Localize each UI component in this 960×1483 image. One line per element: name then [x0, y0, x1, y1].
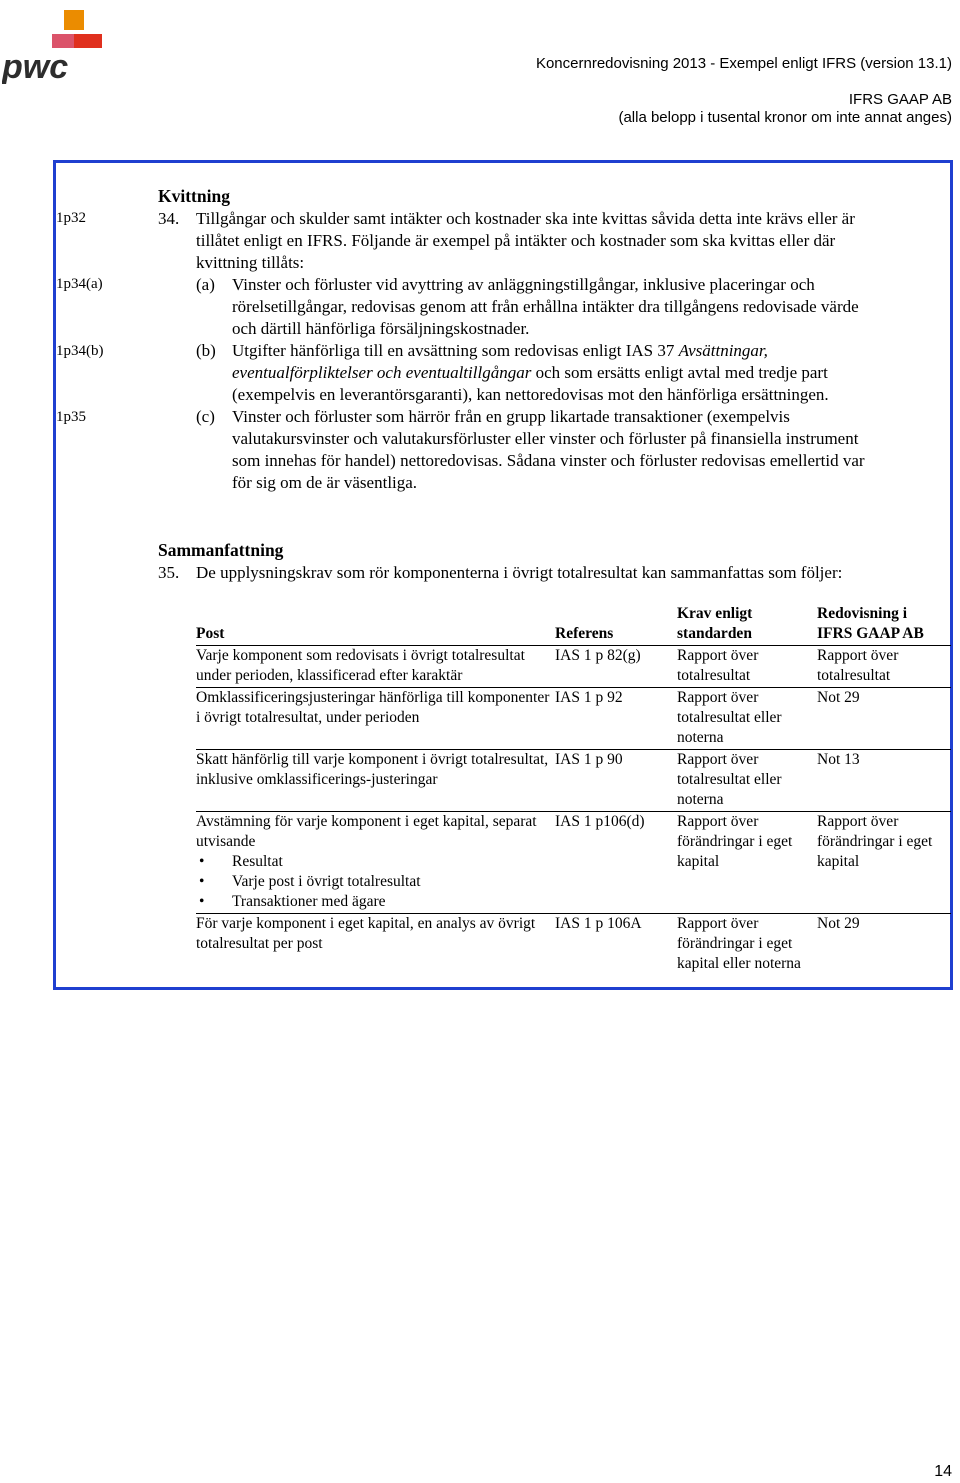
summary-table [196, 604, 951, 975]
paragraph-34-line: tillåtet enligt en IFRS. Följande är exempel på intäkter och kostnader som ska kvittas eller där [196, 231, 836, 250]
margin-ref: 1p32 [56, 210, 86, 226]
paragraph-number: 35. [158, 563, 180, 582]
item-a-line: Vinster och förluster vid avyttring av anläggningstillgångar, inklusive placeringar och [232, 275, 815, 294]
logo-wordmark: pwc [2, 48, 69, 84]
cell-redovisning: Not 13 [817, 751, 860, 768]
cell-post: Omklassificeringsjusteringar hänförliga till komponenter i övrigt totalresultat, under perioden [196, 689, 550, 726]
amount-note: (alla belopp i tusental kronor om inte annat anges) [618, 109, 952, 126]
cell-post [196, 812, 555, 914]
cell-referens: IAS 1 p 82(g) [555, 647, 641, 664]
margin-ref: 1p34(a) [56, 276, 103, 292]
bullet-item: • Resultat [196, 852, 553, 872]
logo-block-rose [52, 34, 74, 48]
cell-referens: IAS 1 p106(d) [555, 813, 645, 830]
item-b-line: (exempelvis en leverantörsgaranti), kan nettoredovisas mot den hänförliga ersättningen. [232, 385, 829, 404]
bullet-item: • Transaktioner med ägare [196, 892, 553, 912]
cell-krav: Rapport över totalresultat [677, 647, 759, 684]
cell-redovisning: Rapport över förändringar i eget kapital [817, 813, 933, 870]
section-heading-sammanfattning: Sammanfattning [158, 540, 284, 560]
item-label: (b) [196, 341, 216, 360]
cell-post-text: Avstämning för varje komponent i eget kapital, separat utvisande [196, 813, 537, 850]
cell-post: Varje komponent som redovisats i övrigt totalresultat under perioden, klassificerad efter karaktär [196, 647, 525, 684]
cell-referens: IAS 1 p 90 [555, 751, 623, 768]
table-row [196, 750, 951, 812]
table-row [196, 914, 951, 976]
margin-ref: 1p34(b) [56, 343, 104, 359]
cell-krav: Rapport över totalresultat eller noterna [677, 751, 782, 808]
paragraph-34-line: Tillgångar och skulder samt intäkter och kostnader ska inte kvittas såvida detta inte krävs eller är [196, 209, 855, 228]
page-number: 14 [934, 1463, 952, 1480]
cell-referens: IAS 1 p 106A [555, 915, 642, 932]
margin-ref: 1p35 [56, 409, 86, 425]
item-c-line: för sig om de är väsentliga. [232, 473, 418, 492]
item-a-line: rörelsetillgångar, redovisas genom att från erhållna intäkter dra tillgångens redovisade värde [232, 297, 859, 316]
company-name: IFRS GAAP AB [848, 91, 952, 108]
column-header-krav: Krav enligt standarden [677, 605, 753, 642]
item-c-line: Vinster och förluster som härrör från en grupp likartade transaktioner (exempelvis [232, 407, 790, 426]
item-b-line: Utgifter hänförliga till en avsättning som redovisas enligt IAS 37 Avsättningar, [232, 341, 768, 360]
table-header-row [196, 604, 951, 646]
paragraph-35-text: De upplysningskrav som rör komponenterna i övrigt totalresultat kan sammanfattas som följer: [196, 563, 843, 582]
pwc-logo [2, 4, 112, 84]
cell-krav: Rapport över förändringar i eget kapital eller noterna [677, 915, 801, 972]
logo-block-amber [64, 10, 84, 30]
item-label: (a) [196, 275, 215, 294]
paragraph-34-line: kvittning tillåts: [196, 253, 305, 272]
column-header-redovisning: Redovisning i IFRS GAAP AB [817, 605, 924, 642]
cell-redovisning: Not 29 [817, 689, 860, 706]
table-row [196, 646, 951, 688]
cell-krav: Rapport över totalresultat eller noterna [677, 689, 782, 746]
item-a-line: och därtill hänförliga försäljningskostnader. [232, 319, 530, 338]
cell-krav: Rapport över förändringar i eget kapital [677, 813, 793, 870]
table-row [196, 812, 951, 914]
bullet-item: • Varje post i övrigt totalresultat [196, 872, 553, 892]
logo-block-orange [74, 34, 102, 48]
item-label: (c) [196, 407, 215, 426]
section-heading-kvittning: Kvittning [158, 186, 230, 206]
item-c-line: som innehas för handel) nettoredovisas. Sådana vinster och förluster redovisas emellertid var [232, 451, 865, 470]
column-header-post: Post [196, 625, 225, 642]
cell-redovisning: Rapport över totalresultat [817, 647, 899, 684]
paragraph-number: 34. [158, 209, 180, 228]
cell-post: För varje komponent i eget kapital, en analys av övrigt totalresultat per post [196, 915, 536, 952]
item-b-line: eventualförpliktelser och eventualtillgångar och som ersätts enligt avtal med tredje part [232, 363, 828, 382]
cell-post: Skatt hänförlig till varje komponent i övrigt totalresultat, inklusive omklassificerings-justeringar [196, 751, 549, 788]
table-row [196, 688, 951, 750]
column-header-referens: Referens [555, 625, 614, 642]
document-title: Koncernredovisning 2013 - Exempel enligt IFRS (version 13.1) [535, 55, 952, 72]
item-c-line: valutakursvinster och valutakursförluster eller vinster och förluster på finansiella instrument [232, 429, 859, 448]
cell-referens: IAS 1 p 92 [555, 689, 623, 706]
bullet-list [196, 852, 553, 912]
cell-redovisning: Not 29 [817, 915, 860, 932]
